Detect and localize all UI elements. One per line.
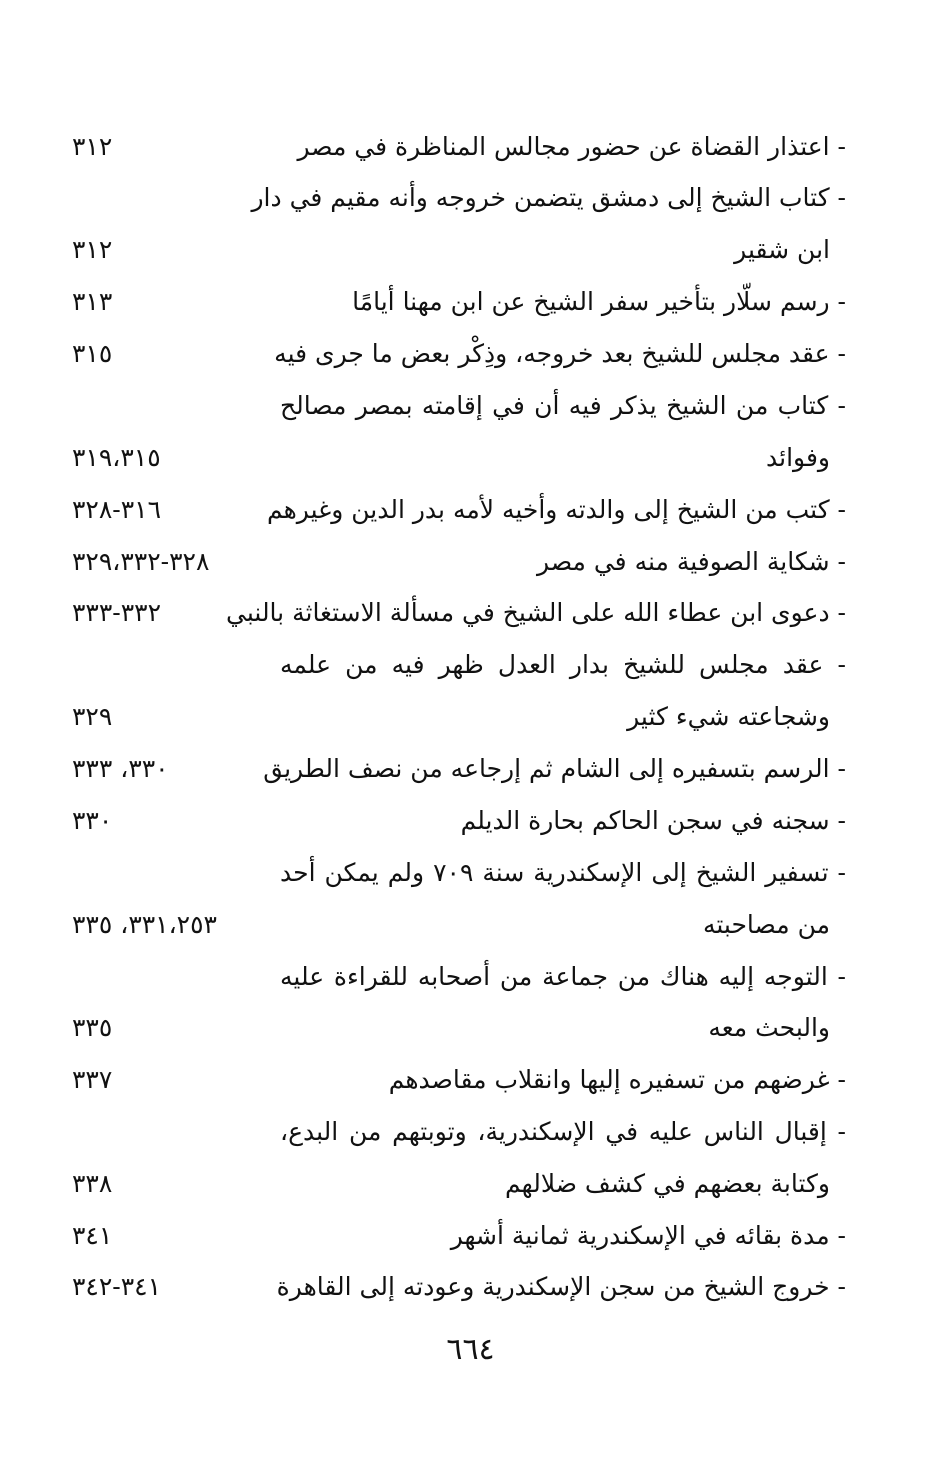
index-entry (60, 178, 846, 218)
index-entry (60, 853, 846, 893)
entry-pages: ٣٣١،٢٥٣، ٣٣٥ (72, 910, 217, 939)
entry-text: - اعتذار القضاة عن حضور مجالس المناظرة في مصر (297, 132, 846, 161)
index-entry (60, 645, 846, 685)
index-entry (60, 386, 846, 426)
entry-pages: ٣١٢ (72, 235, 113, 264)
index-entry-continuation (60, 230, 846, 270)
entry-pages: ٣٣٢-٣٣٣ (72, 598, 162, 627)
index-entry (60, 1267, 846, 1307)
index-entry (60, 749, 846, 789)
index-entry-continuation (60, 1164, 846, 1204)
entry-text: - عقد مجلس للشيخ بعد خروجه، وذِكْر بعض ما جرى فيه (274, 339, 846, 368)
entry-text: - كتاب من الشيخ يذكر فيه أن في إقامته بمصر مصالح (280, 391, 846, 420)
entry-pages: ٣١٣ (72, 287, 113, 316)
index-entry-continuation (60, 905, 846, 945)
entry-pages: ٣٣٥ (72, 1013, 113, 1042)
entry-pages: ٣٢٩ (72, 702, 113, 731)
index-entry (60, 801, 846, 841)
index-entry (60, 1112, 846, 1152)
entry-pages: ٣٤١ (72, 1221, 113, 1250)
index-entry (60, 334, 846, 374)
index-entry (60, 957, 846, 997)
index-entry (60, 593, 846, 633)
index-entry-continuation (60, 438, 846, 478)
entry-text: - غرضهم من تسفيره إليها وانقلاب مقاصدهم (388, 1065, 846, 1094)
entry-text: - خروج الشيخ من سجن الإسكندرية وعودته إلى القاهرة (276, 1272, 846, 1301)
entry-text: - تسفير الشيخ إلى الإسكندرية سنة ٧٠٩ ولم يمكن أحد (280, 858, 846, 887)
entry-text: وشجاعته شيء كثير (627, 702, 830, 731)
entry-text: - رسم سلّار بتأخير سفر الشيخ عن ابن مهنا أيامًا (352, 287, 846, 316)
entry-text: - الرسم بتسفيره إلى الشام ثم إرجاعه من نصف الطريق (263, 754, 846, 783)
entry-pages: ٣٢٨-٣٢٩،٣٣٢ (72, 547, 210, 576)
entry-text: - عقد مجلس للشيخ بدار العدل ظهر فيه من علمه (280, 650, 846, 679)
index-entry (60, 542, 846, 582)
entry-text: - التوجه إليه هناك من جماعة من أصحابه للقراءة عليه (280, 962, 846, 991)
index-entry-continuation (60, 697, 846, 737)
page-number: ٦٦٤ (446, 1332, 495, 1367)
entry-text: - سجنه في سجن الحاكم بحارة الديلم (460, 806, 846, 835)
entry-text: وكتابة بعضهم في كشف ضلالهم (505, 1169, 830, 1198)
entry-pages: ٣٣٠، ٣٣٣ (72, 754, 169, 783)
entry-text: من مصاحبته (702, 910, 830, 939)
entry-pages: ٣٤١-٣٤٢ (72, 1272, 162, 1301)
index-entry (60, 282, 846, 322)
entry-text: - دعوى ابن عطاء الله على الشيخ في مسألة الاستغاثة بالنبي (226, 598, 846, 627)
entry-text: - مدة بقائه في الإسكندرية ثمانية أشهر (450, 1221, 846, 1250)
entry-pages: ٣٣٨ (72, 1169, 113, 1198)
index-entry (60, 1216, 846, 1256)
entry-pages: ٣١٢ (72, 132, 113, 161)
entry-pages: ٣٣٠ (72, 806, 113, 835)
entry-text: - كتب من الشيخ إلى والدته وأخيه لأمه بدر الدين وغيرهم (266, 495, 846, 524)
entry-text: وفوائد (766, 443, 830, 472)
entry-pages: ٣١٥ (72, 339, 113, 368)
entry-pages: ٣١٦-٣٢٨ (72, 495, 162, 524)
entry-pages: ٣١٩،٣١٥ (72, 443, 161, 472)
entry-text: - كتاب الشيخ إلى دمشق يتضمن خروجه وأنه مقيم في دار (251, 183, 846, 212)
entry-text: - إقبال الناس عليه في الإسكندرية، وتوبتهم من البدع، (280, 1117, 846, 1146)
entry-text: ابن شقير (734, 235, 830, 264)
index-entry (60, 490, 846, 530)
index-entry-continuation (60, 1008, 846, 1048)
entry-pages: ٣٣٧ (72, 1065, 113, 1094)
entry-text: - شكاية الصوفية منه في مصر (537, 547, 846, 576)
index-entry (60, 1060, 846, 1100)
entry-text: والبحث معه (708, 1013, 830, 1042)
index-entry (60, 127, 846, 167)
